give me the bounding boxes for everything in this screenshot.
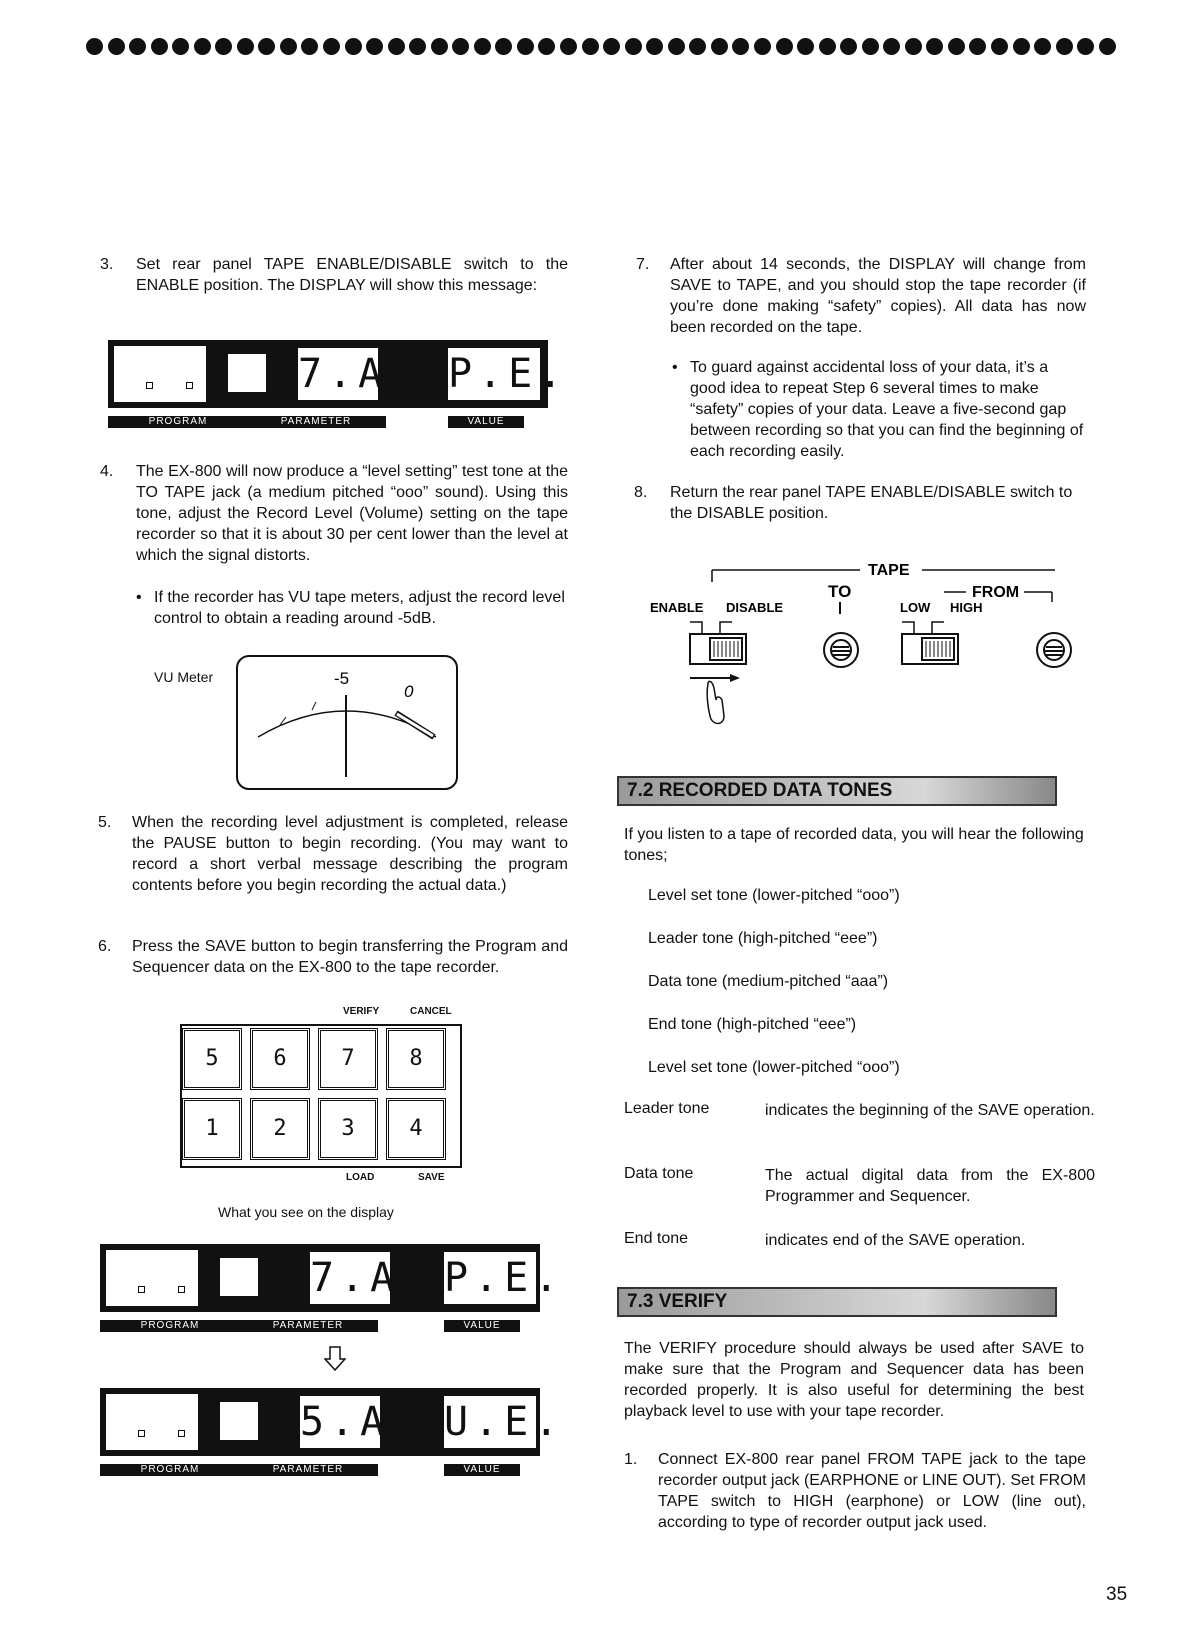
key-3[interactable]: 3: [318, 1098, 378, 1160]
border-dot: [345, 38, 362, 55]
dot-border: [86, 38, 1116, 62]
verify-intro: The VERIFY procedure should always be used after SAVE to make sure that the Program and Sequencer data has been recorded properly. It is also useful for determining the best playback level to use with your tape recorder.: [624, 1340, 1084, 1420]
led-display-2: [100, 1244, 565, 1336]
border-dot: [129, 38, 146, 55]
down-arrow-icon: [324, 1346, 346, 1372]
page-number: 35: [1106, 1584, 1128, 1605]
border-dot: [194, 38, 211, 55]
cancel-label: CANCEL: [410, 1006, 452, 1017]
step-4-bullet: [136, 587, 566, 629]
border-dot: [366, 38, 383, 55]
parameter-digits: 7.A.: [298, 348, 378, 400]
border-dot: [582, 38, 599, 55]
border-dot: [151, 38, 168, 55]
key-4[interactable]: 4: [386, 1098, 446, 1160]
section-7-3-heading: 7.3 VERIFY: [617, 1287, 1057, 1317]
key-5[interactable]: 5: [182, 1028, 242, 1090]
border-dot: [409, 38, 426, 55]
enable-label: ENABLE: [650, 600, 704, 615]
def-desc: The actual digital data from the EX-800 Programmer and Sequencer.: [765, 1167, 1095, 1205]
step-7-bullet: [672, 357, 1086, 462]
program-label: PROGRAM: [108, 416, 248, 428]
key-1[interactable]: 1: [182, 1098, 242, 1160]
border-dot: [172, 38, 189, 55]
step-text: Set rear panel TAPE ENABLE/DISABLE switch to the ENABLE position. The DISPLAY will show this message:: [136, 256, 568, 294]
def-desc: indicates the beginning of the SAVE operation.: [765, 1102, 1095, 1119]
border-dot: [668, 38, 685, 55]
def-term: Leader tone: [624, 1100, 710, 1117]
border-dot: [862, 38, 879, 55]
verify-step-1: [624, 1449, 1086, 1533]
verify-label: VERIFY: [343, 1006, 380, 1017]
pointing-hand-icon: [707, 681, 724, 723]
border-dot: [819, 38, 836, 55]
parameter-label: PARAMETER: [246, 416, 386, 428]
step-text: When the recording level adjustment is completed, release the PAUSE button to begin recording. (You may want to record a short verbal message describing the program contents before you begin recording the actual data.): [132, 814, 568, 894]
tone-item: End tone (high-pitched “eee”): [648, 1016, 857, 1033]
border-dot: [797, 38, 814, 55]
border-dot: [969, 38, 986, 55]
keypad: [180, 1006, 462, 1196]
border-dot: [926, 38, 943, 55]
border-dot: [86, 38, 103, 55]
border-dot: [905, 38, 922, 55]
border-dot: [711, 38, 728, 55]
value-label: VALUE: [444, 1464, 520, 1476]
step-4: [100, 461, 568, 566]
vu-zero: 0: [404, 682, 414, 701]
parameter-label: PARAMETER: [238, 1320, 378, 1332]
tone-item: Level set tone (lower-pitched “ooo”): [648, 887, 900, 904]
section-7-2-intro: If you listen to a tape of recorded data, you will hear the following tones;: [624, 826, 1084, 864]
bullet-text: • If the recorder has VU tape meters, adjust the record level control to obtain a reading around -5dB.: [136, 587, 566, 629]
border-dot: [452, 38, 469, 55]
step-text: The EX-800 will now produce a “level setting” test tone at the TO TAPE jack (a medium pitched “ooo” sound). Using this tone, adjust the Record Level (Volume) setting on the tape recorder so that it is about 30 per cent lower than the level at which the signal distorts.: [136, 463, 568, 564]
vu-meter: [236, 655, 458, 790]
border-dot: [1077, 38, 1094, 55]
border-dot: [776, 38, 793, 55]
border-dot: [517, 38, 534, 55]
bullet-text: • To guard against accidental loss of your data, it’s a good idea to repeat Step 6 several times to make “safety” copies of your data. Leave a five-second gap between recording so that you can find the beginning of each recording easily.: [672, 357, 1086, 462]
tone-item: Leader tone (high-pitched “eee”): [648, 930, 878, 947]
border-dot: [732, 38, 749, 55]
parameter-label: PARAMETER: [238, 1464, 378, 1476]
low-label: LOW: [900, 600, 931, 615]
border-dot: [388, 38, 405, 55]
rear-panel-diagram: [650, 560, 1080, 738]
step-text: Press the SAVE button to begin transferring the Program and Sequencer data on the EX-800 to the tape recorder.: [132, 938, 568, 976]
border-dot: [323, 38, 340, 55]
border-dot: [991, 38, 1008, 55]
border-dot: [646, 38, 663, 55]
step-text: Connect EX-800 rear panel FROM TAPE jack to the tape recorder output jack (EARPHONE or LINE OUT). Set FROM TAPE switch to HIGH (earphone) or LOW (line out), according to type of recorder output jack used.: [658, 1451, 1086, 1531]
def-term: End tone: [624, 1230, 689, 1247]
program-label: PROGRAM: [100, 1464, 240, 1476]
def-desc: indicates end of the SAVE operation.: [765, 1232, 1026, 1249]
border-dot: [474, 38, 491, 55]
key-7[interactable]: 7: [318, 1028, 378, 1090]
display-caption: What you see on the display: [218, 1204, 394, 1220]
parameter-digits: 7.A.: [310, 1252, 390, 1304]
step-number: 3.: [100, 256, 114, 273]
border-dot: [840, 38, 857, 55]
disable-label: DISABLE: [726, 600, 784, 615]
step-text: After about 14 seconds, the DISPLAY will change from SAVE to TAPE, and you should stop the tape recorder (if you’re done making “safety” copies). All data has now been recorded on the tape.: [670, 256, 1086, 336]
value-digits: U.E.: [444, 1396, 536, 1448]
border-dot: [280, 38, 297, 55]
border-dot: [603, 38, 620, 55]
step-8: [634, 482, 1086, 524]
border-dot: [495, 38, 512, 55]
key-8[interactable]: 8: [386, 1028, 446, 1090]
tone-item: Level set tone (lower-pitched “ooo”): [648, 1059, 900, 1076]
border-dot: [431, 38, 448, 55]
border-dot: [215, 38, 232, 55]
from-label: FROM: [972, 584, 1020, 601]
program-label: PROGRAM: [100, 1320, 240, 1332]
border-dot: [258, 38, 275, 55]
value-label: VALUE: [448, 416, 524, 428]
border-dot: [625, 38, 642, 55]
border-dot: [1013, 38, 1030, 55]
value-digits: P.E.: [444, 1252, 536, 1304]
def-term: Data tone: [624, 1165, 694, 1182]
step-3: [100, 254, 568, 296]
save-label: SAVE: [418, 1172, 445, 1183]
to-label: TO: [828, 582, 852, 601]
step-number: 5.: [98, 814, 112, 831]
step-number: 7.: [636, 256, 650, 273]
step-7: [636, 254, 1086, 338]
high-label: HIGH: [950, 600, 983, 615]
border-dot: [538, 38, 555, 55]
step-6: [98, 936, 568, 978]
led-display-1: [108, 340, 569, 432]
border-dot: [108, 38, 125, 55]
border-dot: [754, 38, 771, 55]
step-number: 4.: [100, 463, 114, 480]
step-text: Return the rear panel TAPE ENABLE/DISABLE switch to the DISABLE position.: [670, 484, 1073, 522]
step-number: 8.: [634, 484, 648, 501]
border-dot: [689, 38, 706, 55]
border-dot: [883, 38, 900, 55]
step-5: [98, 812, 568, 896]
border-dot: [948, 38, 965, 55]
border-dot: [301, 38, 318, 55]
value-digits: P.E.: [448, 348, 540, 400]
key-2[interactable]: 2: [250, 1098, 310, 1160]
border-dot: [1034, 38, 1051, 55]
value-label: VALUE: [444, 1320, 520, 1332]
tape-label: TAPE: [868, 562, 910, 579]
step-number: 6.: [98, 938, 112, 955]
vu-minus5: -5: [334, 669, 350, 688]
border-dot: [560, 38, 577, 55]
border-dot: [1099, 38, 1116, 55]
border-dot: [237, 38, 254, 55]
vu-meter-label: VU Meter: [154, 669, 214, 685]
key-6[interactable]: 6: [250, 1028, 310, 1090]
border-dot: [1056, 38, 1073, 55]
parameter-digits: 5.A.: [300, 1396, 380, 1448]
section-7-2-heading: 7.2 RECORDED DATA TONES: [617, 776, 1057, 806]
led-display-3: [100, 1388, 565, 1480]
tone-item: Data tone (medium-pitched “aaa”): [648, 973, 889, 990]
load-label: LOAD: [346, 1172, 375, 1183]
step-number: 1.: [624, 1451, 638, 1468]
